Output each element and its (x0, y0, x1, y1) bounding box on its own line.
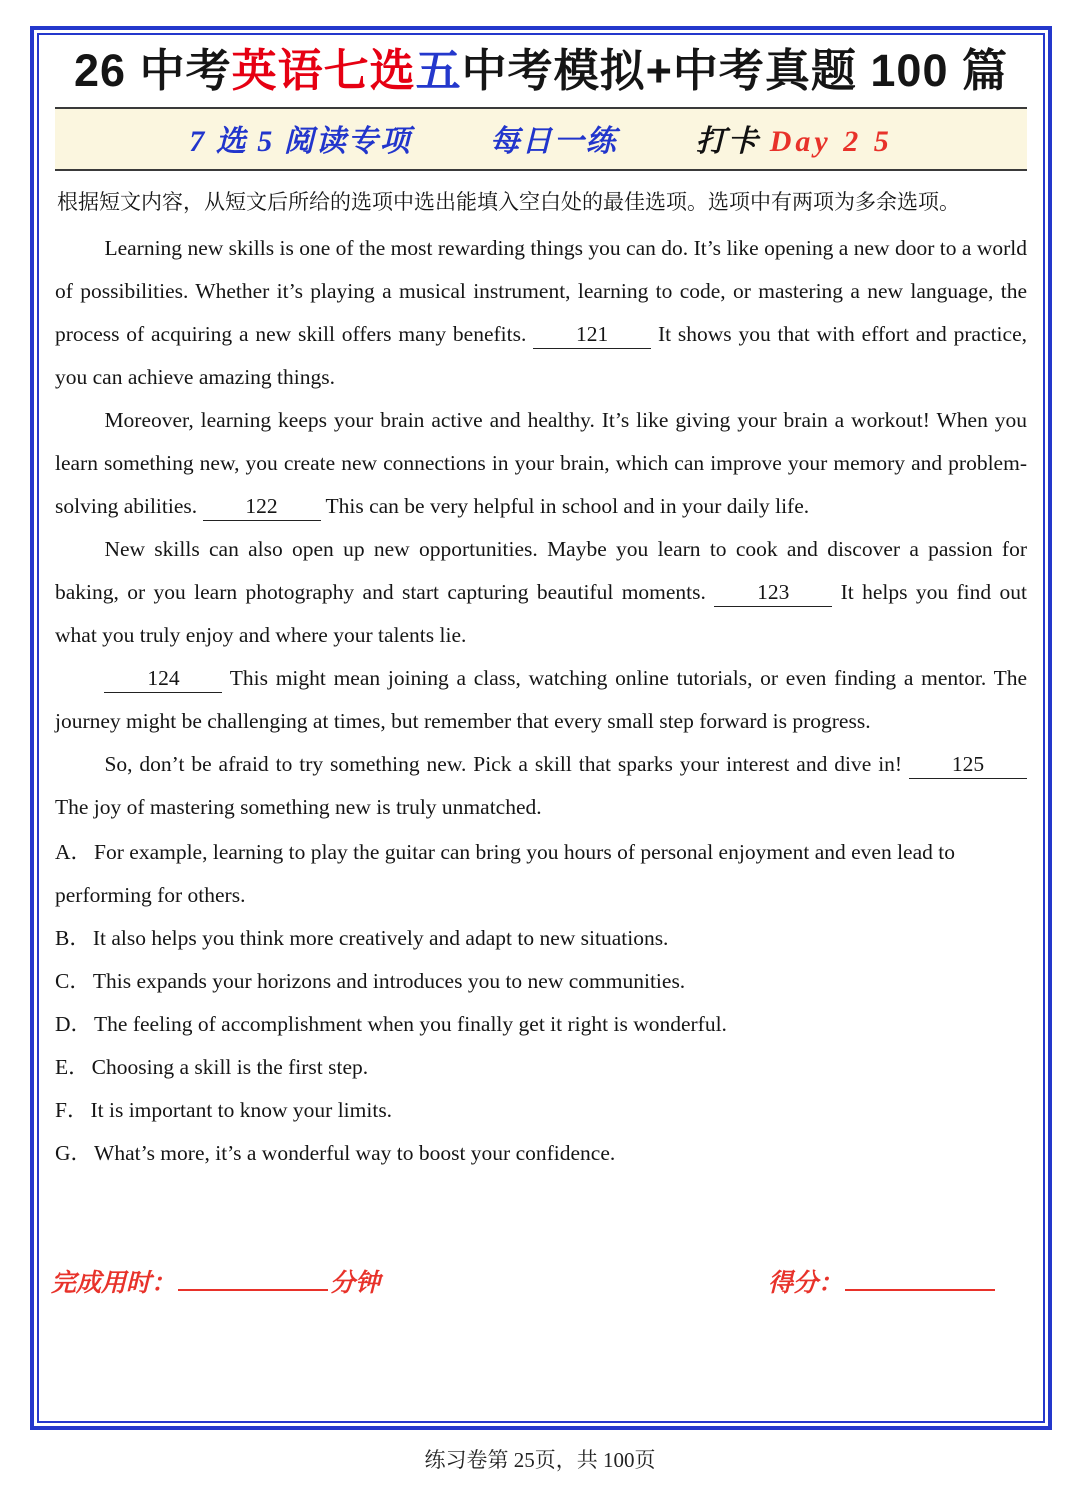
option-A (55, 831, 1027, 917)
option-text: For example, learning to play the guitar can bring you hours of personal enjoyment and even lead to performing for others. (55, 840, 955, 908)
title-segment: 英语七选 (231, 45, 416, 96)
option-text: This expands your horizons and introduces you to new communities. (92, 969, 686, 994)
completion-time-blank (178, 1266, 328, 1291)
header-banner (55, 107, 1027, 171)
option-text: What’s more, it’s a wonderful way to boost your confidence. (94, 1141, 616, 1166)
title-segment: 中考模拟+中考真题 100 篇 (461, 45, 1008, 96)
banner-day-number: Day 2 5 (769, 125, 893, 159)
minutes-unit-label: 分钟 (330, 1270, 381, 1297)
blank-122: 122 (203, 494, 321, 521)
banner-checkin-label: 打卡 Day 2 5 (695, 125, 893, 159)
option-letter: G． (55, 1141, 93, 1166)
option-letter: C． (55, 969, 91, 994)
passage-paragraph: New skills can also open up new opportunities. Maybe you learn to cook and discover a passion for baking, or you learn photography and start capturing beautiful moments. 123 It helps you find out what you truly enjoy and where your talents lie. (55, 537, 1027, 648)
passage-paragraph: So, don’t be afraid to try something new. Pick a skill that sparks your interest and dive in! 125 The joy of mastering something new is truly unmatched. (55, 743, 1027, 829)
option-letter: E． (55, 1055, 90, 1080)
title-segment: 五 (415, 45, 462, 96)
score-label: 得分： (767, 1270, 843, 1297)
option-D (55, 1003, 1027, 1046)
option-text: Choosing a skill is the first step. (91, 1055, 369, 1080)
page-frame-inner (37, 33, 1045, 1423)
option-F (55, 1089, 1027, 1132)
passage-paragraph: Learning new skills is one of the most rewarding things you can do. It’s like opening a new door to a world of possibilities. Whether it’s playing a musical instrument, learning to code, or mastering a new language, the process of acquiring a new skill offers many benefits. 121 It shows you that with effort and practice, you can achieve amazing things. (55, 236, 1027, 390)
page-number-footer: 练习卷第 25页，共 100页 (424, 1448, 656, 1472)
footer-fields (39, 1263, 1043, 1299)
option-E (55, 1046, 1027, 1089)
option-letter: D． (55, 1012, 93, 1037)
option-letter: F． (55, 1098, 89, 1123)
completion-time-field (51, 1263, 380, 1299)
option-C (55, 960, 1027, 1003)
option-B (55, 917, 1027, 960)
passage (55, 227, 1027, 829)
option-text: It is important to know your limits. (90, 1098, 393, 1123)
passage-paragraph: Moreover, learning keeps your brain active and healthy. It’s like giving your brain a workout! When you learn something new, you create new connections in your brain, which can improve your memory and problem-solving abilities. 122 This can be very helpful in school and in your daily life. (55, 399, 1027, 528)
blank-121: 121 (533, 322, 651, 349)
option-G (55, 1132, 1027, 1175)
page-frame-outer (30, 26, 1052, 1430)
title-segment: 26 中考 (74, 45, 232, 96)
banner-daily-practice-label: 每日一练 (489, 125, 618, 159)
options-list (55, 831, 1027, 1175)
option-letter: A． (55, 840, 93, 865)
blank-123: 123 (714, 580, 832, 607)
blank-125: 125 (909, 752, 1027, 779)
score-blank (845, 1266, 995, 1291)
option-text: It also helps you think more creatively and adapt to new situations. (92, 926, 669, 951)
instruction-text: 根据短文内容，从短文后所给的选项中选出能填入空白处的最佳选项。选项中有两项为多余选项。 (57, 190, 960, 215)
option-text: The feeling of accomplishment when you finally get it right is wonderful. (94, 1012, 727, 1037)
page-title (55, 43, 1027, 99)
blank-124: 124 (104, 666, 222, 693)
completion-time-label: 完成用时： (51, 1270, 177, 1297)
option-letter: B． (55, 926, 91, 951)
score-field (768, 1263, 997, 1299)
passage-paragraph: 124 This might mean joining a class, watching online tutorials, or even finding a mentor. The journey might be challenging at times, but remember that every small step forward is progress. (55, 666, 1027, 734)
banner-section-label: 7 选 5 阅读专项 (189, 125, 412, 159)
